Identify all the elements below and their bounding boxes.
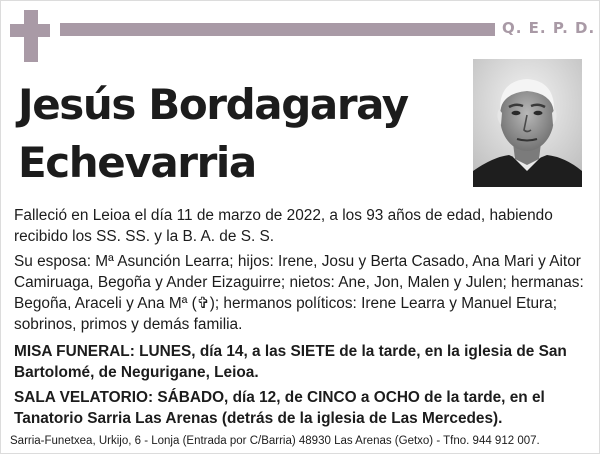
- cross-icon-bar: [10, 24, 50, 37]
- family-text-after: ); hermanos políticos: Irene Learra y Manuel Etura; sobrinos, primos y demás familia.: [14, 295, 558, 333]
- deceased-portrait: [473, 59, 582, 187]
- deceased-name: [18, 76, 458, 192]
- wake-room-paragraph: SALA VELATORIO: SÁBADO, día 12, de CINCO a OCHO de la tarde, en el Tanatorio Sarria Las Arenas (detrás de la iglesia de Las Mercedes).: [14, 389, 545, 427]
- portrait-image: [473, 59, 582, 187]
- death-notice-paragraph: Falleció en Leioa el día 11 de marzo de 2022, a los 93 años de edad, habiendo recibido los SS. SS. y la B. A. de S. S.: [14, 207, 553, 245]
- deceased-name-line1: Jesús Bordagaray: [18, 80, 408, 129]
- deceased-name-line2: Echevarria: [18, 138, 256, 187]
- qepd-label: Q. E. P. D.: [502, 19, 596, 37]
- family-paragraph: [14, 251, 586, 335]
- header-divider-bar: [60, 23, 495, 36]
- funeral-home-footer: Sarria-Funetxea, Urkijo, 6 - Lonja (Entrada por C/Barria) 48930 Las Arenas (Getxo) - Tfno. 944 912 007.: [10, 435, 540, 447]
- family-text-before: Su esposa: Mª Asunción Learra; hijos: Irene, Josu y Berta Casado, Ana Mari y Aitor Camiruaga, Begoña y Ander Eizaguirre; nietos: Ane, Jon, Malen y Julen; hermanas: Begoña, Araceli y Ana Mª (: [14, 253, 584, 312]
- funeral-mass-paragraph: MISA FUNERAL: LUNES, día 14, a las SIETE de la tarde, en la iglesia de San Bartolomé, de Negurigane, Leioa.: [14, 343, 567, 381]
- deceased-cross-icon: ✞: [196, 294, 210, 312]
